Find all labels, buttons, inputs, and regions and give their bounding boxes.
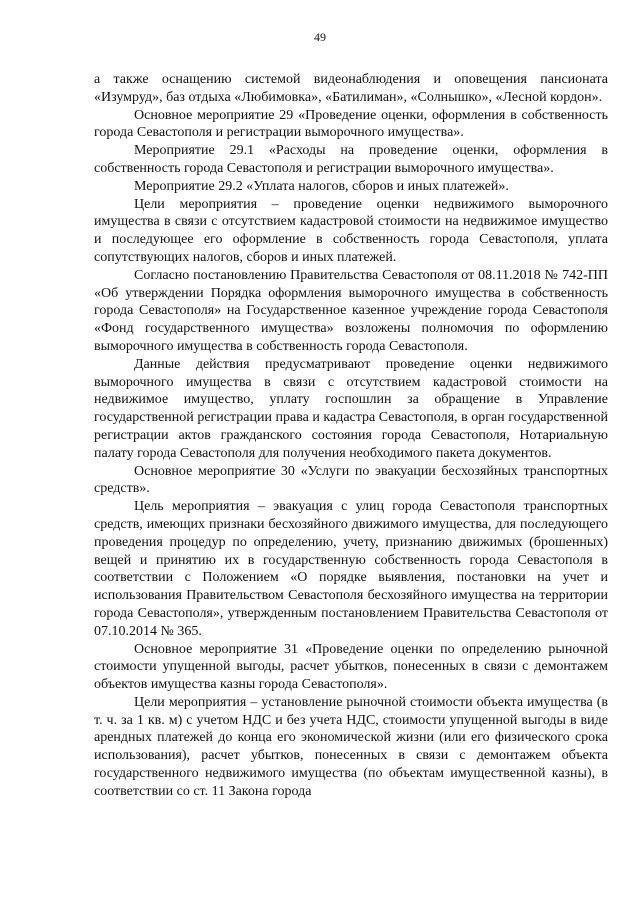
- paragraph: Данные действия предусматривают проведение оценки недвижимого выморочного имущества в связи с отсутствием кадастровой стоимости на недвижимое имущество, уплату госпошлин за обращение в Управление государственной регистрации права и кадастра Севастополя, в орган государственной регистрации актов гражданского состояния города Севастополя, Нотариальную палату города Севастополя для получения необходимого пакета документов.: [94, 356, 608, 461]
- paragraph: Цели мероприятия – проведение оценки недвижимого выморочного имущества в связи с отсутствием кадастровой стоимости на недвижимое имущество и последующее его оформление в собственность города Севастополя, уплата сопутствующих налогов, сборов и иных платежей.: [94, 196, 608, 265]
- paragraph: Цели мероприятия – установление рыночной стоимости объекта имущества (в т. ч. за 1 кв. м) с учетом НДС и без учета НДС, стоимости упущенной выгоды в виде арендных платежей до конца его экономической жизни (или его физического срока использования), расчет убытков, понесенных в связи с демонтажем объекта государственного недвижимого имущества (по объектам имущественной казны), в соответствии со ст. 11 Закона города: [94, 694, 608, 799]
- paragraph: Цель мероприятия – эвакуация с улиц города Севастополя транспортных средств, имеющих признаки бесхозяйного движимого имущества, для последующего проведения процедур по определению, учету, признанию движимых (брошенных) вещей и принятию их в государственную собственность города Севастополя в соответствии с Положением «О порядке выявления, постановки на учет и использования Правительством Севастополя бесхозяйного имущества на территории города Севастополя», утвержденным постановлением Правительства Севастополя от 07.10.2014 № 365.: [94, 499, 608, 639]
- paragraph: Основное мероприятие 31 «Проведение оценки по определению рыночной стоимости упущенной выгоды, расчет убытков, понесенных в связи с демонтажем объектов имущества казны города Севастополя».: [94, 641, 608, 693]
- paragraph: Мероприятие 29.2 «Уплата налогов, сборов и иных платежей».: [134, 178, 509, 194]
- page-number: 49: [314, 30, 326, 44]
- paragraph: Согласно постановлению Правительства Севастополя от 08.11.2018 № 742-ПП «Об утверждении Порядка оформления выморочного имущества в собственность города Севастополя» на Государственное казенное учреждение города Севастополя «Фонд государственного имущества» возложены полномочия по оформлению выморочного имущества в собственность города Севастополя.: [94, 267, 608, 354]
- paragraph: Мероприятие 29.1 «Расходы на проведение оценки, оформления в собственность города Севастополя и регистрации выморочного имущества».: [94, 143, 608, 176]
- paragraph: Основное мероприятие 30 «Услуги по эвакуации бесхозяйных транспортных средств».: [94, 463, 608, 497]
- document-body: [94, 71, 608, 801]
- paragraph: Основное мероприятие 29 «Проведение оценки, оформления в собственность города Севастополя и регистрации выморочного имущества».: [94, 107, 608, 141]
- paragraph: а также оснащению системой видеонаблюдения и оповещения пансионата «Изумруд», баз отдыха «Любимовка», «Батилиман», «Солнышко», «Лесной кордон».: [94, 72, 608, 105]
